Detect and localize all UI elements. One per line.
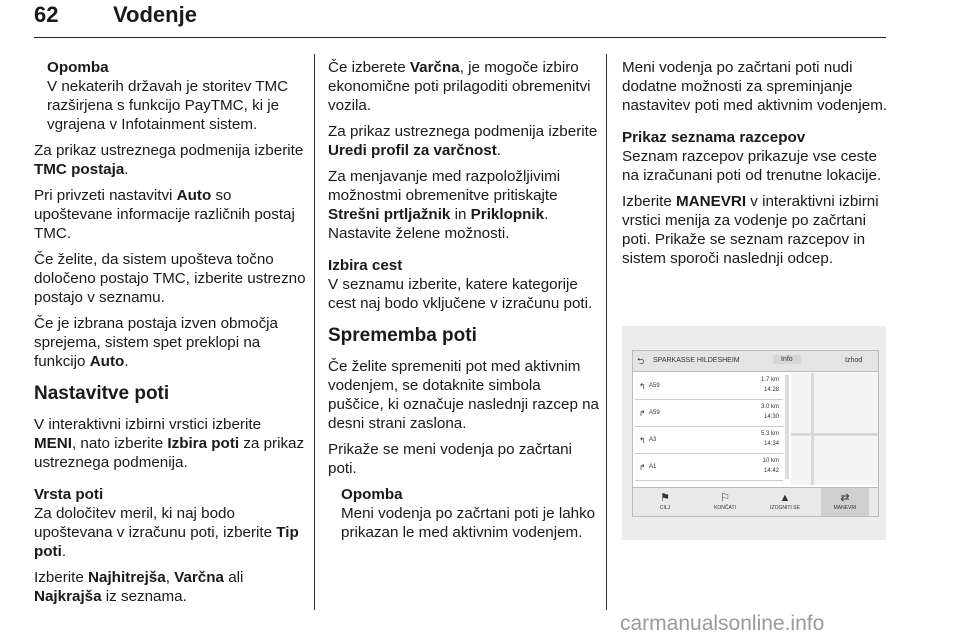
bottom-bar-label: MANEVRI [833,505,857,511]
arrival-time: 14:28 [763,387,779,393]
paragraph: Izberite MANEVRI v interaktivni izbirni vrstici menija za vodenje po začrtani poti. Prikaže se seznam razcepov in sistem sporoči naslednji odcep. [622,193,879,267]
bottom-bar-button[interactable] [761,491,809,511]
destination-title: SPARKASSE HILDESHEIM [653,357,740,364]
map-road [811,373,814,485]
paragraph: Seznam razcepov prikazuje vse ceste na izračunani poti od trenutne lokacije. [622,148,882,184]
maneuver-row[interactable] [635,454,783,481]
map-road [791,433,878,436]
road-name: A59 [649,410,660,416]
map-view [791,373,878,485]
bottom-bar-label: CILJ [659,505,671,511]
note-box [47,58,306,134]
arrival-time: 14:42 [763,468,779,474]
column-divider [606,54,607,610]
paragraph: Za menjavanje med razpoložljivimi možnostmi obremenitve pritiskajte Strešni prtljažnik in Priklopnik. Nastavite želene možnosti. [328,168,561,242]
road-name: A3 [649,437,657,443]
section-heading: Sprememba poti [328,325,477,346]
section-heading: Nastavitve poti [34,383,170,404]
turn-arrow-icon: ↰ [639,382,646,391]
maneuver-list [635,373,783,481]
note-title: Opomba [341,486,403,503]
paragraph: Prikaže se meni vodenja po začrtani poti. [328,441,572,477]
subheading: Izbira cest [328,257,403,274]
maneuver-row[interactable] [635,400,783,427]
subheading: Prikaz seznama razcepov [622,129,806,146]
maneuvers-icon: ⇄ [840,492,850,504]
road-name: A1 [649,464,657,470]
header-rule [34,37,886,38]
column-2 [328,58,600,549]
back-arrow-icon[interactable]: ⮌ [637,356,645,366]
paragraph: Za prikaz ustreznega podmenija izberite Uredi profil za varčnost. [328,123,598,159]
note-box [341,485,600,542]
screen-title-bar [633,351,878,372]
infotainment-screenshot [622,326,886,540]
bottom-bar-button[interactable] [641,491,689,511]
bottom-bar-button[interactable] [821,488,869,517]
distance: 3.0 km [760,404,779,410]
paragraph: V seznamu izberite, katere kategorije cest naj bodo vključene v izračunu poti. [328,276,593,312]
column-divider [314,54,315,610]
note-text: V nekaterih državah je storitev TMC razširjena s funkcijo PayTMC, ki je vgrajena v Infotainment sistem. [47,78,289,133]
paragraph: V interaktivni izbirni vrstici izberite MENI, nato izberite Izbira poti za prikaz ustreznega podmenija. [34,416,305,471]
column-1 [34,58,306,613]
maneuver-row[interactable] [635,427,783,454]
paragraph: Če izberete Varčna, je mogoče izbiro ekonomične poti prilagoditi obremenitvi vozila. [328,59,591,114]
paragraph: Za določitev meril, ki naj bodo upoštevana v izračunu poti, izberite Tip poti. [34,505,299,560]
turn-arrow-icon: ↱ [639,409,646,418]
maneuver-row[interactable] [635,373,783,400]
end-flag-icon: ⚐ [720,492,730,504]
paragraph: Če je izbrana postaja izven območja sprejema, sistem spet preklopi na funkcijo Auto. [34,315,278,370]
bottom-bar-button[interactable] [701,491,749,511]
destination-flag-icon: ⚑ [660,492,670,504]
info-button[interactable]: Info [773,355,801,364]
watermark: carmanualsonline.info [620,612,825,635]
page-header-title: Vodenje [113,2,197,27]
bottom-bar-label: IZOGNITI SE [770,505,800,511]
distance: 1.7 km [760,377,779,383]
paragraph: Pri privzeti nastavitvi Auto so upoštevane informacije različnih postaj TMC. [34,187,295,242]
arrival-time: 14:34 [763,441,779,447]
exit-button[interactable]: Izhod [845,357,863,364]
arrival-time: 14:30 [763,414,779,420]
paragraph: Če želite spremeniti pot med aktivnim vodenjem, se dotaknite simbola puščice, ki označuje naslednji razcep na desni strani zaslona. [328,358,600,432]
paragraph: Meni vodenja po začrtani poti nudi dodatne možnosti za spreminjanje nastavitev poti med aktivnim vodenjem. [622,59,888,114]
page-number: 62 [34,2,59,27]
infotainment-screen [632,350,879,517]
avoid-icon: ▲ [779,492,791,504]
interaction-selector-bar [633,487,878,517]
note-title: Opomba [47,59,109,76]
turn-arrow-icon: ↱ [639,463,646,472]
paragraph: Izberite Najhitrejša, Varčna ali Najkrajša iz seznama. [34,569,244,605]
distance: 5.3 km [760,431,779,437]
column-3 [622,58,888,275]
note-text: Meni vodenja po začrtani poti je lahko prikazan le med aktivnim vodenjem. [341,505,596,541]
subheading: Vrsta poti [34,486,104,503]
road-name: A59 [649,383,660,389]
scrollbar[interactable] [785,375,789,479]
bottom-bar-label: KONČATI [714,505,736,511]
paragraph: Za prikaz ustreznega podmenija izberite TMC postaja. [34,142,304,178]
paragraph: Če želite, da sistem upošteva točno določeno postajo TMC, izberite ustrezno postajo v seznamu. [34,251,306,306]
distance: 10 km [762,458,779,464]
turn-arrow-icon: ↰ [639,436,646,445]
